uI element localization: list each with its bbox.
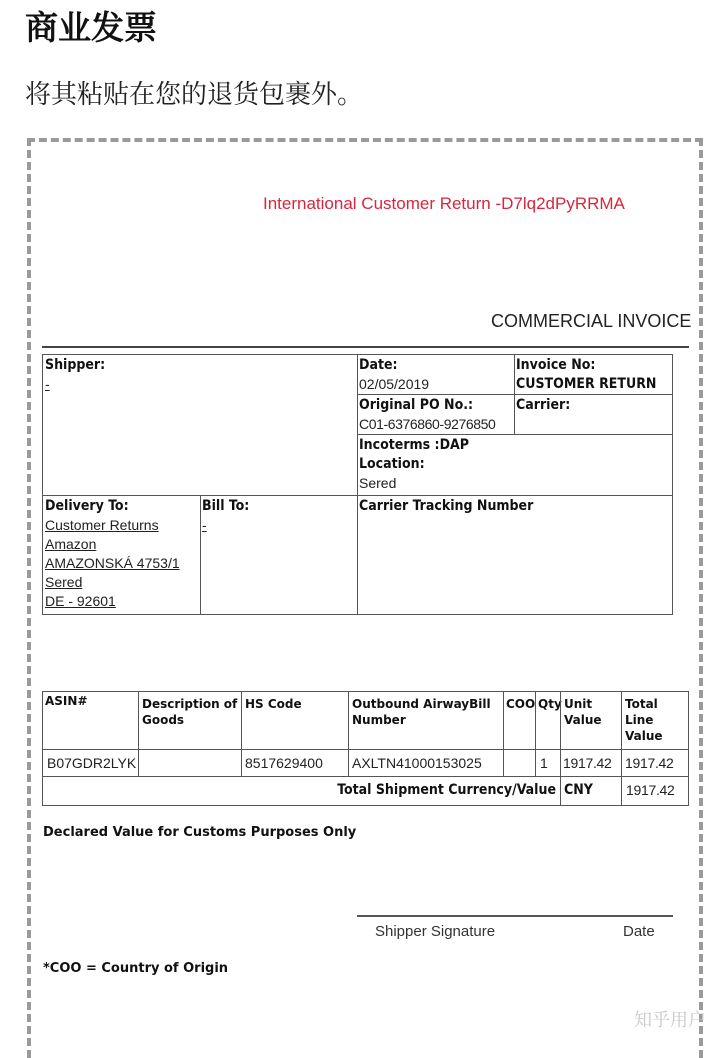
carrier-tracking-box — [357, 495, 673, 615]
currency-cell — [560, 776, 622, 806]
delivery-to-box — [42, 495, 201, 615]
td-total-value-cell — [621, 749, 689, 777]
location-value: Sered — [359, 475, 397, 491]
td-qty: 1 — [540, 755, 548, 771]
carrier-box — [514, 394, 673, 435]
original-po-box — [357, 394, 515, 435]
th-coo: COO — [506, 697, 536, 711]
td-awb: AXLTN41000153025 — [352, 755, 482, 771]
delivery-line-5: DE - 92601 — [45, 593, 116, 609]
date-box — [357, 354, 515, 395]
shipper-label: Shipper: — [45, 357, 106, 373]
currency-value: CNY — [564, 782, 593, 798]
th-qty-cell — [535, 691, 561, 750]
td-asin: B07GDR2LYK — [47, 755, 137, 771]
th-total-value: Total Line Value — [625, 697, 663, 743]
td-unit-value: 1917.42 — [563, 755, 612, 771]
invoice-heading: COMMERCIAL INVOICE — [491, 311, 692, 331]
td-hs-code-cell — [241, 749, 349, 777]
date-label: Date: — [359, 357, 398, 373]
date-value: 02/05/2019 — [359, 376, 430, 392]
th-awb-cell — [348, 691, 504, 750]
th-description-cell — [138, 691, 242, 750]
total-label: Total Shipment Currency/Value — [337, 782, 556, 798]
original-po-value: C01-6376860-9276850 — [359, 416, 496, 432]
page-title: 商业发票 — [25, 9, 157, 46]
td-qty-cell — [535, 749, 561, 777]
invoice-no-box — [514, 354, 673, 395]
th-total-value-cell — [621, 691, 689, 750]
th-qty: Qty — [538, 697, 562, 711]
signature-line — [357, 915, 673, 917]
td-awb-cell — [348, 749, 504, 777]
delivery-to-label: Delivery To: — [45, 498, 129, 514]
th-awb: Outbound AirwayBill Number — [352, 697, 491, 727]
td-description-cell — [138, 749, 242, 777]
delivery-line-4: Sered — [45, 574, 83, 590]
heading-divider — [42, 346, 689, 348]
total-value-cell — [621, 776, 689, 806]
shipper-box — [42, 354, 358, 496]
original-po-label: Original PO No.: — [359, 397, 474, 413]
td-total-value: 1917.42 — [625, 755, 674, 771]
incoterms-label: Incoterms :DAP — [359, 437, 470, 453]
page-subtitle: 将其粘贴在您的退货包裹外。 — [25, 79, 364, 109]
total-label-cell — [42, 776, 561, 806]
bill-to-label: Bill To: — [202, 498, 250, 514]
th-unit-value-cell — [560, 691, 622, 750]
td-unit-value-cell — [560, 749, 622, 777]
location-label: Location: — [359, 456, 425, 472]
carrier-label: Carrier: — [516, 397, 571, 413]
th-hs-code-cell — [241, 691, 349, 750]
td-hs-code: 8517629400 — [245, 755, 323, 771]
shipper-signature-label: Shipper Signature — [375, 923, 496, 940]
th-asin: ASIN# — [45, 694, 88, 708]
th-hs-code: HS Code — [245, 697, 302, 711]
th-description: Description of Goods — [142, 697, 238, 727]
td-coo-cell — [503, 749, 536, 777]
declared-value-note: Declared Value for Customs Purposes Only — [43, 825, 357, 840]
invoice-no-label: Invoice No: — [516, 357, 596, 373]
watermark: 知乎用户 — [634, 1010, 706, 1030]
bill-to-value: - — [202, 517, 207, 533]
return-title: International Customer Return -D7lq2dPyRRMA — [263, 194, 625, 213]
delivery-line-3: AMAZONSKÁ 4753/1 — [45, 555, 180, 571]
signature-date-label: Date — [623, 923, 655, 940]
th-coo-cell — [503, 691, 536, 750]
incoterms-box — [357, 434, 673, 496]
th-unit-value: Unit Value — [564, 697, 602, 727]
delivery-line-2: Amazon — [45, 536, 97, 552]
invoice-no-value: CUSTOMER RETURN — [516, 376, 657, 392]
delivery-line-1: Customer Returns — [45, 517, 159, 533]
td-asin-cell — [42, 749, 139, 777]
total-value: 1917.42 — [626, 782, 675, 798]
shipper-value: - — [45, 376, 50, 392]
th-asin-cell — [42, 691, 139, 750]
bill-to-box — [200, 495, 358, 615]
carrier-tracking-label: Carrier Tracking Number — [359, 498, 534, 514]
coo-note: *COO = Country of Origin — [43, 961, 229, 976]
